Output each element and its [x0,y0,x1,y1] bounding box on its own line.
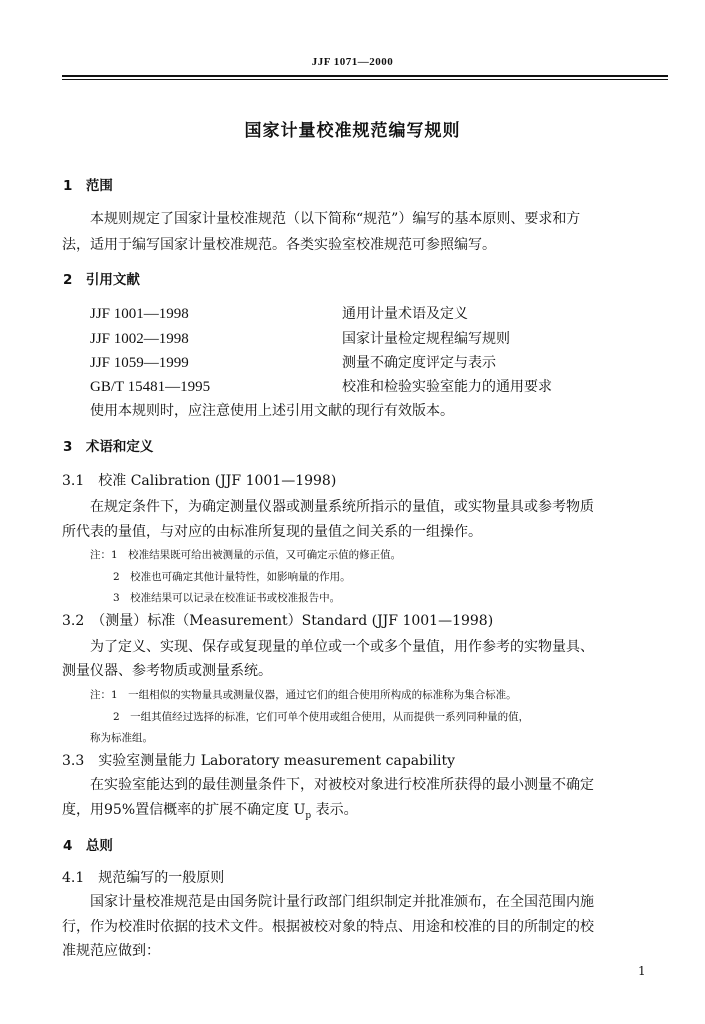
section-3-2-heading: 3.2 （测量）标准（Measurement）Standard (JJF 1001—1998) [62,613,494,629]
standard-code-header: JJF 1071—2000 [311,56,394,68]
line-2-prefix: 度，用95%置信概率的扩展不确定度 U [62,802,306,818]
u-subscript: p [305,810,312,821]
page-number: 1 [638,964,646,978]
section-2-heading: 2 引用文献 [63,272,140,288]
ref-title: 国家计量检定规程编写规则 [342,331,510,347]
section-4-1-line-2: 行，作为校准时依据的技术文件。根据被校对象的特点、用途和校准的目的所制定的校 [62,919,594,935]
section-4-1-heading: 4.1 规范编写的一般原则 [62,870,225,886]
section-3-1-heading: 3.1 校准 Calibration (JJF 1001—1998) [62,473,337,489]
section-4-1-line-3: 准规范应做到： [62,943,160,959]
section-3-1-line-2: 所代表的量值，与对应的由标准所复现的量值之间关系的一组操作。 [62,524,482,540]
ref-title: 通用计量术语及定义 [342,306,468,322]
section-3-2-line-2: 测量仪器、参考物质或测量系统。 [62,663,272,679]
section-3-3-heading: 3.3 实验室测量能力 Laboratory measurement capability [62,753,456,769]
section-1-para-line-2: 法，适用于编写国家计量校准规范。各类实验室校准规范可参照编写。 [62,237,496,253]
section-3-2-note: 注：1 一组相似的实物量具或测量仪器，通过它们的组合使用所构成的标准称为集合标准。 [90,689,517,701]
section-3-1-note: 3 校准结果可以记录在校准证书或校准报告中。 [113,592,341,604]
ref-id: GB/T 15481—1995 [90,379,211,395]
section-3-3-line-2 [62,801,358,825]
section-1-heading: 1 范围 [63,178,113,194]
section-1-para-line-1: 本规则规定了国家计量校准规范（以下简称“规范”）编写的基本原则、要求和方 [90,211,581,227]
ref-title: 测量不确定度评定与表示 [342,355,496,371]
header-rule-thick [62,75,668,77]
section-3-1-note: 注：1 校准结果既可给出被测量的示值，又可确定示值的修正值。 [90,549,402,561]
ref-id: JJF 1059—1999 [90,355,189,371]
references-usage-note: 使用本规则时，应注意使用上述引用文献的现行有效版本。 [90,403,454,419]
section-3-2-note: 称为标准组。 [90,732,153,744]
section-3-3-line-1: 在实验室能达到的最佳测量条件下，对被校对象进行校准所获得的最小测量不确定 [90,777,594,793]
section-4-heading: 4 总则 [63,838,113,854]
section-3-2-note: 2 一组其值经过选择的标准，它们可单个使用或组合使用，从而提供一系列同种量的值， [113,711,530,723]
ref-id: JJF 1001—1998 [90,306,189,322]
section-4-1-line-1: 国家计量校准规范是由国务院计量行政部门组织制定并批准颁布，在全国范围内施 [90,894,594,910]
section-3-2-line-1: 为了定义、实现、保存或复现量的单位或一个或多个量值，用作参考的实物量具、 [90,639,594,655]
document-title: 国家计量校准规范编写规则 [244,121,461,141]
section-3-1-line-1: 在规定条件下，为确定测量仪器或测量系统所指示的量值，或实物量具或参考物质 [90,499,594,515]
header-rule-thin [62,79,668,80]
section-3-1-note: 2 校准也可确定其他计量特性，如影响量的作用。 [113,571,351,583]
section-3-heading: 3 术语和定义 [63,439,154,455]
ref-id: JJF 1002—1998 [90,331,189,347]
line-2-suffix: 表示。 [311,802,358,818]
ref-title: 校准和检验实验室能力的通用要求 [342,379,552,395]
